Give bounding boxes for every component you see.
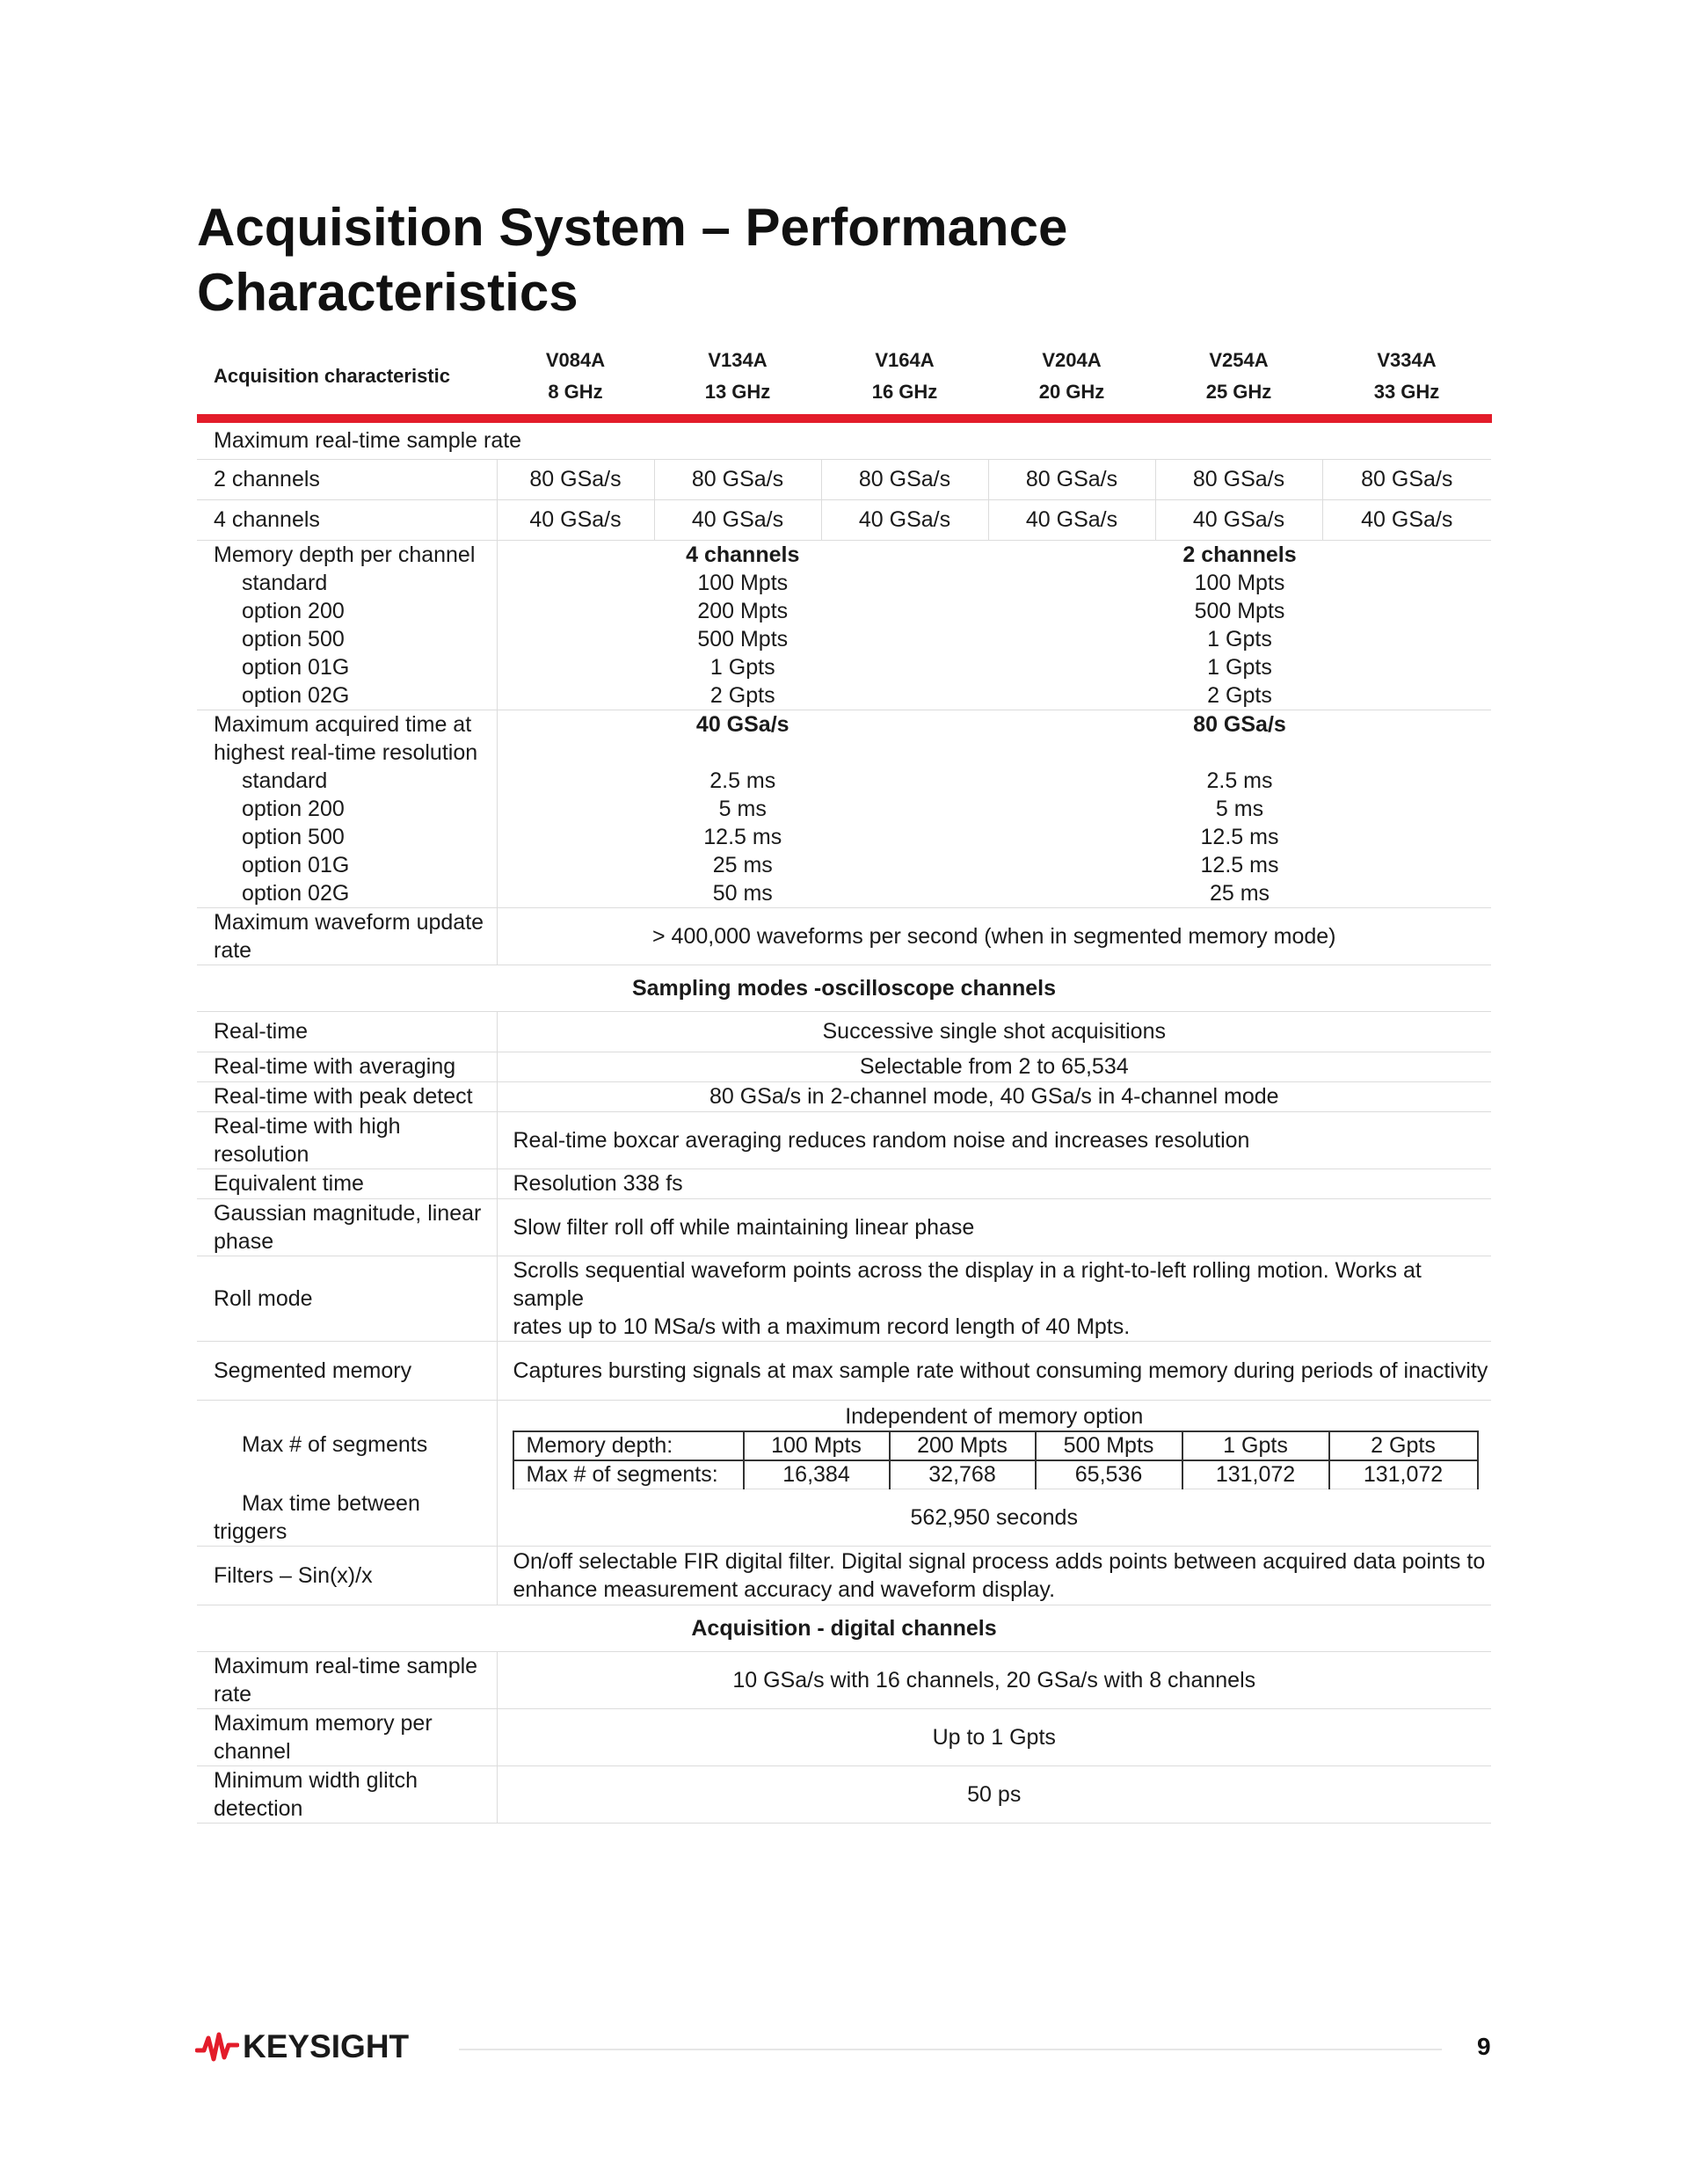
row-label [197, 1198, 497, 1256]
table-cell: 16,384 [744, 1460, 890, 1489]
table-row [197, 1081, 1491, 1111]
page-number: 9 [1477, 2033, 1491, 2060]
table-cell: 80 GSa/s in 2-channel mode, 40 GSa/s in 4-channel mode [497, 1081, 1491, 1111]
table-cell: > 400,000 waveforms per second (when in segmented memory mode) [497, 907, 1491, 965]
table-cell: 32,768 [890, 1460, 1036, 1489]
section-title: Sampling modes -oscilloscope channels [197, 965, 1491, 1011]
column-header: 4 channels [686, 542, 800, 567]
table-row [197, 1708, 1491, 1765]
table-cell: 40 GSa/s [1155, 499, 1322, 540]
model-name: V334A [1377, 349, 1437, 371]
table-row [197, 1765, 1491, 1823]
model-bandwidth: 25 GHz [1205, 381, 1272, 403]
table-row [197, 1011, 1491, 1052]
table-row [197, 710, 1491, 907]
label-line: Gaussian magnitude, linear [214, 1200, 482, 1226]
row-label [197, 1651, 497, 1708]
acquisition-spec-table [197, 339, 1492, 1824]
table-cell: 25 ms [712, 852, 773, 877]
table-cell: 1 Gpts [1182, 1431, 1329, 1460]
table-cell: 10 GSa/s with 16 channels, 20 GSa/s with 8 channels [497, 1651, 1491, 1708]
acquired-time-label: highest real-time resolution [214, 739, 478, 765]
table-header-row [197, 339, 1491, 419]
table-cell: 2.5 ms [1206, 768, 1273, 793]
section-row [197, 965, 1491, 1011]
table-row [197, 1651, 1491, 1708]
memory-depth-label: Memory depth per channel [214, 542, 476, 567]
row-label: Real-time [197, 1011, 497, 1052]
table-row [197, 1168, 1491, 1198]
row-label [197, 1489, 497, 1547]
column-header: 2 channels [1182, 542, 1297, 567]
table-cell: Up to 1 Gpts [497, 1708, 1491, 1765]
table-row [197, 907, 1491, 965]
acquired-time-80gsa-column [988, 710, 1491, 907]
model-name: V164A [875, 349, 935, 371]
table-cell: Captures bursting signals at max sample rate without consuming memory during periods of inactivity [497, 1341, 1491, 1400]
table-cell: Resolution 338 fs [497, 1168, 1491, 1198]
text-line: Scrolls sequential waveform points across the display in a right-to-left rolling motion. Works at sample [513, 1257, 1422, 1311]
table-cell: 200 Mpts [890, 1431, 1036, 1460]
table-cell: 40 GSa/s [988, 499, 1155, 540]
count-label: Max # of segments: [513, 1460, 744, 1489]
label-line: Minimum width glitch [214, 1767, 418, 1793]
acquired-time-40gsa-column [497, 710, 988, 907]
row-label: Real-time with peak detect [197, 1081, 497, 1111]
option-label: option 500 [242, 626, 345, 652]
row-label [197, 907, 497, 965]
table-cell: 12.5 ms [1200, 852, 1279, 877]
table-cell: 1 Gpts [1207, 626, 1272, 652]
row-label: Roll mode [197, 1256, 497, 1341]
model-name: V254A [1209, 349, 1269, 371]
row-label: 2 channels [197, 459, 497, 499]
table-cell: 100 Mpts [744, 1431, 890, 1460]
table-cell: Real-time boxcar averaging reduces random noise and increases resolution [497, 1111, 1491, 1168]
row-label: Equivalent time [197, 1168, 497, 1198]
brand-name: KEYSIGHT [243, 2028, 410, 2064]
label-line: rate [214, 1681, 252, 1707]
header-model [1155, 339, 1322, 419]
segments-caption: Independent of memory option [845, 1403, 1144, 1429]
table-cell: 80 GSa/s [988, 459, 1155, 499]
row-label [197, 540, 497, 710]
row-label: Filters – Sin(x)/x [197, 1546, 497, 1605]
table-cell: 100 Mpts [1194, 570, 1285, 595]
text-line: enhance measurement accuracy and waveform display. [513, 1576, 1056, 1602]
table-cell: 12.5 ms [1200, 824, 1279, 849]
section-title: Acquisition - digital channels [197, 1605, 1491, 1651]
table-cell: 5 ms [718, 796, 767, 821]
option-label: option 200 [242, 796, 345, 821]
row-label: Maximum real-time sample rate [197, 419, 1491, 459]
table-cell: 1 Gpts [709, 654, 775, 680]
table-cell [497, 1546, 1491, 1605]
row-label: Real-time with high resolution [197, 1111, 497, 1168]
table-cell: 80 GSa/s [1155, 459, 1322, 499]
footer-divider [459, 2049, 1442, 2050]
waveform-logo-icon [195, 2027, 239, 2066]
table-cell: 80 GSa/s [1322, 459, 1491, 499]
option-label: option 200 [242, 598, 345, 623]
table-row [197, 1111, 1491, 1168]
table-cell: 2 Gpts [1329, 1431, 1478, 1460]
table-cell: Selectable from 2 to 65,534 [497, 1052, 1491, 1081]
table-cell: 200 Mpts [697, 598, 789, 623]
table-row [197, 1052, 1491, 1081]
model-bandwidth: 33 GHz [1373, 381, 1440, 403]
option-label: standard [242, 768, 328, 793]
table-cell: 500 Mpts [1194, 598, 1285, 623]
text-line: On/off selectable FIR digital filter. Digital signal process adds points between acquired data points to [513, 1548, 1486, 1574]
header-model [497, 339, 654, 419]
table-cell: 2 Gpts [709, 682, 775, 708]
option-label: option 02G [242, 880, 350, 906]
header-model [1322, 339, 1491, 419]
table-row [197, 1400, 1491, 1489]
table-cell [497, 1256, 1491, 1341]
table-row [197, 1546, 1491, 1605]
table-cell: 40 GSa/s [1322, 499, 1491, 540]
depth-label: Memory depth: [513, 1431, 744, 1460]
table-row [197, 499, 1491, 540]
label-line: channel [214, 1738, 291, 1764]
segments-cell [497, 1400, 1491, 1489]
table-cell: 100 Mpts [697, 570, 789, 595]
row-label [197, 1400, 497, 1489]
max-time-label: Max time between triggers [214, 1490, 420, 1544]
page-title: Acquisition System – Performance Characteristics [197, 198, 1068, 322]
table-cell: 562,950 seconds [497, 1489, 1491, 1547]
header-model [988, 339, 1155, 419]
model-bandwidth: 8 GHz [548, 381, 603, 403]
label-line: Maximum real-time sample [214, 1653, 478, 1678]
label-line: phase [214, 1228, 274, 1254]
model-bandwidth: 16 GHz [871, 381, 938, 403]
text-line: rates up to 10 MSa/s with a maximum record length of 40 Mpts. [513, 1314, 1131, 1339]
segments-table [513, 1431, 1479, 1489]
option-label: option 01G [242, 654, 350, 680]
option-label: option 500 [242, 824, 345, 849]
spacer [988, 739, 1491, 767]
table-cell: 50 ps [497, 1765, 1491, 1823]
table-cell: 500 Mpts [697, 626, 789, 652]
label-line: detection [214, 1795, 303, 1821]
row-label: Real-time with averaging [197, 1052, 497, 1081]
table-cell: 5 ms [1215, 796, 1264, 821]
model-name: V084A [545, 349, 606, 371]
model-name: V134A [708, 349, 768, 371]
table-row [197, 459, 1491, 499]
label-line: Maximum memory per [214, 1710, 433, 1736]
row-label [197, 1708, 497, 1765]
table-cell: 40 GSa/s [821, 499, 988, 540]
table-cell: 80 GSa/s [497, 459, 654, 499]
section-row [197, 1605, 1491, 1651]
table-cell: 40 GSa/s [497, 499, 654, 540]
table-row [197, 1489, 1491, 1547]
table-cell: 65,536 [1036, 1460, 1182, 1489]
model-bandwidth: 13 GHz [704, 381, 771, 403]
table-cell: 500 Mpts [1036, 1431, 1182, 1460]
table-cell: 80 GSa/s [654, 459, 821, 499]
table-row [197, 1256, 1491, 1341]
table-row [197, 540, 1491, 710]
spacer [498, 739, 989, 767]
option-label: option 01G [242, 852, 350, 877]
table-cell: 131,072 [1329, 1460, 1478, 1489]
table-row [197, 419, 1491, 459]
table-cell: Slow filter roll off while maintaining linear phase [497, 1198, 1491, 1256]
segments-count-row [513, 1460, 1478, 1489]
row-label [197, 710, 497, 907]
table-cell: 40 GSa/s [654, 499, 821, 540]
keysight-logo [195, 2027, 409, 2066]
label-line: rate [214, 937, 252, 963]
row-label [197, 1765, 497, 1823]
row-label: 4 channels [197, 499, 497, 540]
memory-2ch-column [988, 540, 1491, 710]
model-bandwidth: 20 GHz [1038, 381, 1105, 403]
table-cell: 12.5 ms [703, 824, 782, 849]
table-cell: 2.5 ms [709, 768, 776, 793]
table-cell: 80 GSa/s [821, 459, 988, 499]
table-cell: 2 Gpts [1207, 682, 1272, 708]
segments-depth-row [513, 1431, 1478, 1460]
table-cell: 50 ms [712, 880, 773, 906]
table-cell: 1 Gpts [1207, 654, 1272, 680]
option-label: standard [242, 570, 328, 595]
segments-label: Max # of segments [242, 1432, 428, 1457]
table-row [197, 1341, 1491, 1400]
header-model [821, 339, 988, 419]
column-header: 80 GSa/s [1193, 711, 1286, 737]
table-cell: 131,072 [1182, 1460, 1329, 1489]
row-label: Segmented memory [197, 1341, 497, 1400]
column-header: 40 GSa/s [695, 711, 789, 737]
acquired-time-label: Maximum acquired time at [214, 711, 472, 737]
model-name: V204A [1042, 349, 1102, 371]
table-row [197, 1198, 1491, 1256]
table-cell: 25 ms [1209, 880, 1270, 906]
header-model [654, 339, 821, 419]
header-label: Acquisition characteristic [197, 339, 497, 419]
memory-4ch-column [497, 540, 988, 710]
label-line: Maximum waveform update [214, 909, 484, 935]
option-label: option 02G [242, 682, 350, 708]
table-cell: Successive single shot acquisitions [497, 1011, 1491, 1052]
